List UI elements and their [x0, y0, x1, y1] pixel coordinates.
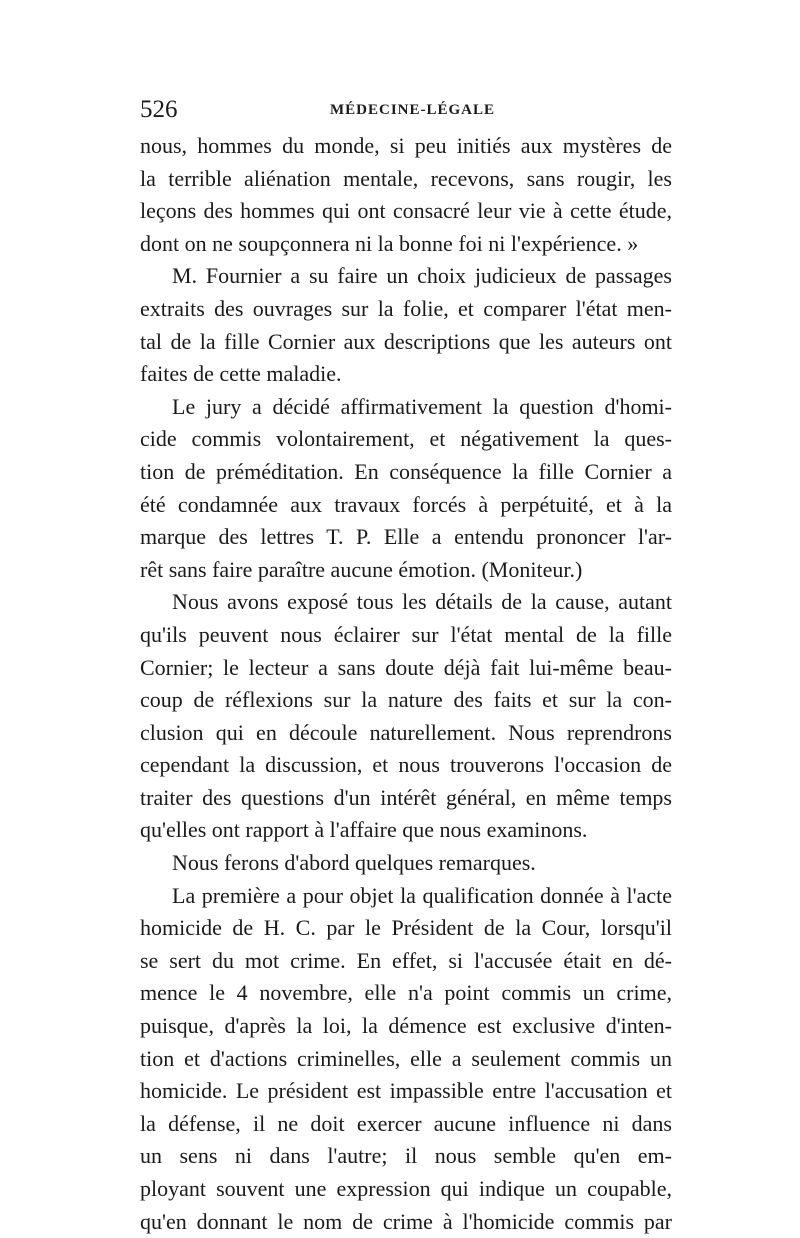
text-line: cependant la discussion, et nous trouverons l'occasion de — [140, 752, 672, 778]
text-line: faites de cette maladie. — [140, 361, 342, 387]
text-line: mence le 4 novembre, elle n'a point commis un crime, — [140, 980, 672, 1006]
text-line: qu'en donnant le nom de crime à l'homicide commis par — [140, 1208, 672, 1234]
text-line: Cornier; le lecteur a sans doute déjà fait lui-même beau- — [140, 654, 672, 680]
text-line: coup de réflexions sur la nature des faits et sur la con- — [140, 687, 672, 713]
text-line: tion de préméditation. En conséquence la fille Cornier a — [140, 458, 672, 484]
running-title: MÉDECINE-LÉGALE — [330, 102, 496, 118]
text-line: Nous avons exposé tous les détails de la cause, autant — [172, 589, 672, 615]
text-line: homicide. Le président est impassible entre l'accusation et — [140, 1078, 672, 1104]
text-line: cide commis volontairement, et négativement la ques- — [140, 426, 672, 452]
body-text — [140, 130, 672, 1238]
text-line: Le jury a décidé affirmativement la question d'homi- — [172, 393, 672, 419]
text-line: traiter des questions d'un intérêt général, en même temps — [140, 784, 672, 810]
text-line: tion et d'actions criminelles, elle a seulement commis un — [140, 1045, 672, 1071]
text-line: la défense, il ne doit exercer aucune influence ni dans — [140, 1110, 672, 1136]
text-line: été condamnée aux travaux forcés à perpétuité, et à la — [140, 491, 672, 517]
text-line: se sert du mot crime. En effet, si l'accusée était en dé- — [140, 947, 672, 973]
text-line: tal de la fille Cornier aux descriptions que les auteurs ont — [140, 328, 672, 354]
text-line: qu'ils peuvent nous éclairer sur l'état mental de la fille — [140, 621, 672, 647]
text-line: un sens ni dans l'autre; il nous semble qu'en em- — [140, 1143, 672, 1169]
text-line: marque des lettres T. P. Elle a entendu prononcer l'ar- — [140, 524, 672, 550]
text-line: nous, hommes du monde, si peu initiés aux mystères de — [140, 133, 672, 158]
text-line: qu'elles ont rapport à l'affaire que nous examinons. — [140, 817, 588, 843]
text-line: leçons des hommes qui ont consacré leur vie à cette étude, — [140, 198, 672, 224]
text-line: dont on ne soupçonnera ni la bonne foi ni l'expérience. » — [140, 230, 639, 256]
text-line: ployant souvent une expression qui indique un coupable, — [140, 1176, 672, 1201]
page-number: 526 — [140, 96, 178, 123]
text-line: La première a pour objet la qualification donnée à l'acte — [172, 882, 672, 908]
text-line: la terrible aliénation mentale, recevons, sans rougir, les — [140, 165, 672, 191]
text-line: Nous ferons d'abord quelques remarques. — [172, 850, 536, 876]
text-line: puisque, d'après la loi, la démence est exclusive d'inten- — [140, 1013, 672, 1039]
text-line: extraits des ouvrages sur la folie, et comparer l'état men- — [140, 295, 672, 321]
page-header — [140, 96, 670, 126]
text-line: homicide de H. C. par le Président de la Cour, lorsqu'il — [140, 915, 672, 941]
text-line: rêt sans faire paraître aucune émotion. (Moniteur.) — [140, 556, 583, 582]
text-line: clusion qui en découle naturellement. Nous reprendrons — [140, 719, 672, 745]
text-line: M. Fournier a su faire un choix judicieux de passages — [172, 263, 672, 289]
